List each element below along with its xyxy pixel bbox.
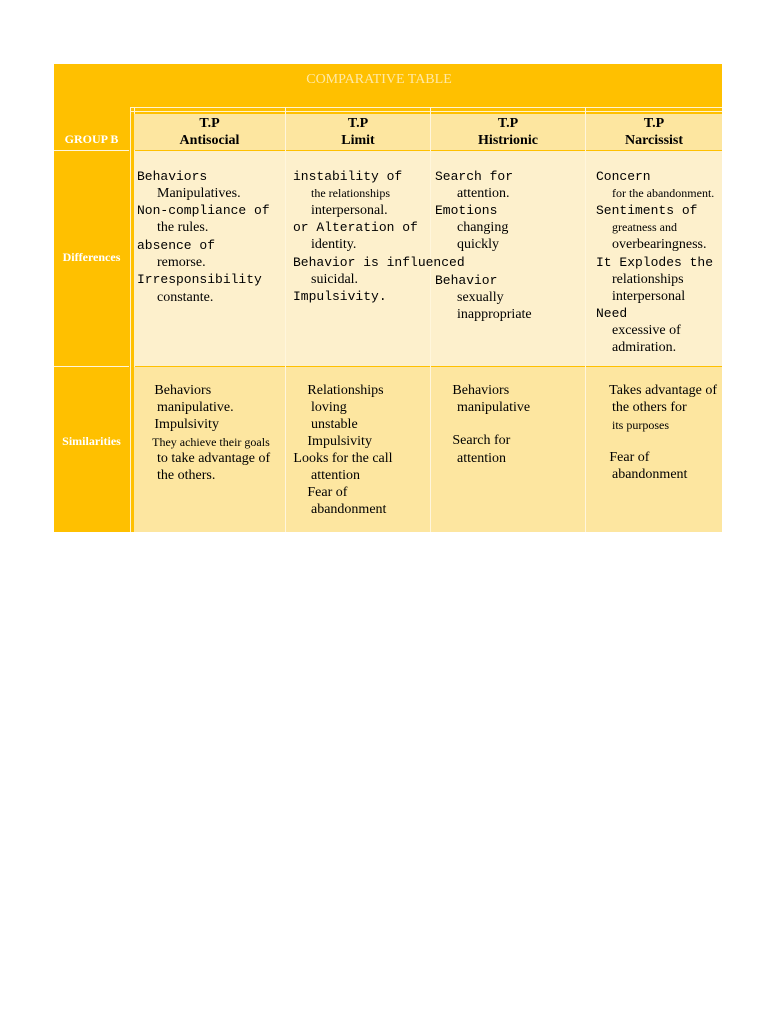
cell-line: Impulsivity. (293, 289, 387, 304)
cell-line: It Explodes the (596, 255, 714, 270)
cell-line: or Alteration of (293, 220, 418, 235)
cell-line: Manipulatives. (157, 186, 241, 201)
column-header-narcissist (586, 114, 722, 150)
cell-line: Behaviors (137, 169, 208, 184)
cell-line: loving (311, 400, 347, 415)
cell-line: instability of (293, 169, 403, 184)
column-header-line2: Limit (341, 133, 375, 148)
cell-line: Behavior (435, 273, 498, 288)
cell-line: identity. (311, 237, 357, 252)
cell-line: admiration. (612, 340, 677, 355)
cell-line: Non-compliance of (137, 203, 270, 218)
similarities-cell-limit (279, 367, 430, 532)
cell-line:   Behaviors (140, 383, 212, 398)
cell-line: abandonment (311, 502, 387, 517)
differences-cell-limit (286, 151, 465, 366)
cell-line: remorse. (157, 255, 206, 270)
cell-line: abandonment (612, 467, 688, 482)
similarities-cell-antisocial (134, 367, 285, 532)
column-header-line1: T.P (347, 116, 369, 131)
column-divider (430, 107, 431, 532)
cell-line: the others for (612, 400, 687, 415)
cell-line: for the abandonment. (612, 186, 715, 200)
cell-line: attention (457, 451, 506, 466)
cell-line: its purposes (612, 418, 669, 432)
cell-line:   Relationships (293, 383, 384, 398)
cell-line: interpersonal. (311, 203, 388, 218)
column-header-line2: Narcissist (624, 133, 684, 148)
cell-line: Behavior is influenced (293, 255, 465, 270)
cell-line: suicidal. (311, 272, 359, 287)
cell-line: manipulative. (157, 400, 234, 415)
cell-line:   Fear of (293, 485, 348, 500)
cell-line: greatness and (612, 220, 677, 234)
cell-line: Irresponsibility (137, 272, 262, 287)
cell-line: excessive of (612, 323, 681, 338)
column-divider (285, 107, 286, 532)
cell-line: attention. (457, 186, 510, 201)
cell-line: the relationships (311, 186, 390, 200)
cell-line:   Behaviors (438, 383, 510, 398)
cell-line: to take advantage of (157, 451, 271, 466)
cell-line: the rules. (157, 220, 209, 235)
cell-line: manipulative (457, 400, 531, 415)
cell-line:   Takes advantage of (595, 383, 717, 398)
cell-line:   Looks for the call (279, 451, 393, 466)
cell-line: overbearingness. (612, 237, 707, 252)
divider (54, 150, 129, 151)
cell-line: inappropriate (457, 307, 532, 322)
cell-line:   Search for (438, 433, 511, 448)
similarities-cell-histrionic (431, 367, 585, 532)
column-header-line1: T.P (199, 116, 220, 131)
column-header-antisocial (134, 114, 285, 150)
differences-cell-narcissist (586, 151, 722, 366)
cell-line: Search for (435, 169, 514, 184)
column-header-line2: Histrionic (478, 133, 538, 148)
column-header-line2: Antisocial (179, 133, 240, 148)
group-label: GROUP B (64, 132, 119, 146)
cell-line: changing (457, 220, 509, 235)
column-header-histrionic (431, 114, 585, 150)
column-divider (585, 107, 586, 532)
cell-line:   Fear of (595, 450, 650, 465)
cell-line:   They achieve their goals (140, 435, 270, 449)
cell-line: relationships (612, 272, 684, 287)
cell-line: Emotions (435, 203, 498, 218)
differences-cell-antisocial (134, 151, 285, 366)
cell-line: absence of (137, 238, 216, 253)
cell-line:   Impulsivity (293, 434, 372, 449)
row-label-similarities: Similarities (62, 434, 121, 448)
cell-line: quickly (457, 237, 499, 252)
cell-line:   Impulsivity (140, 417, 219, 432)
column-header-line1: T.P (643, 116, 665, 131)
cell-line: Sentiments of (596, 203, 698, 218)
similarities-cell-narcissist (586, 367, 722, 532)
cell-line: the others. (157, 468, 216, 483)
column-header-limit (286, 114, 430, 150)
cell-line: attention (311, 468, 360, 483)
column-header-line1: T.P (497, 116, 519, 131)
cell-line: sexually (457, 290, 504, 305)
cell-line: constante. (157, 290, 214, 305)
row-label-differences: Differences (62, 250, 121, 264)
comparative-table (54, 64, 722, 532)
cell-line: Need (596, 306, 628, 321)
cell-line: Concern (596, 169, 651, 184)
cell-line: unstable (311, 417, 358, 432)
table-title: COMPARATIVE TABLE (306, 72, 452, 87)
frame-line (130, 107, 722, 112)
cell-line: interpersonal (612, 289, 686, 304)
divider (54, 366, 129, 367)
